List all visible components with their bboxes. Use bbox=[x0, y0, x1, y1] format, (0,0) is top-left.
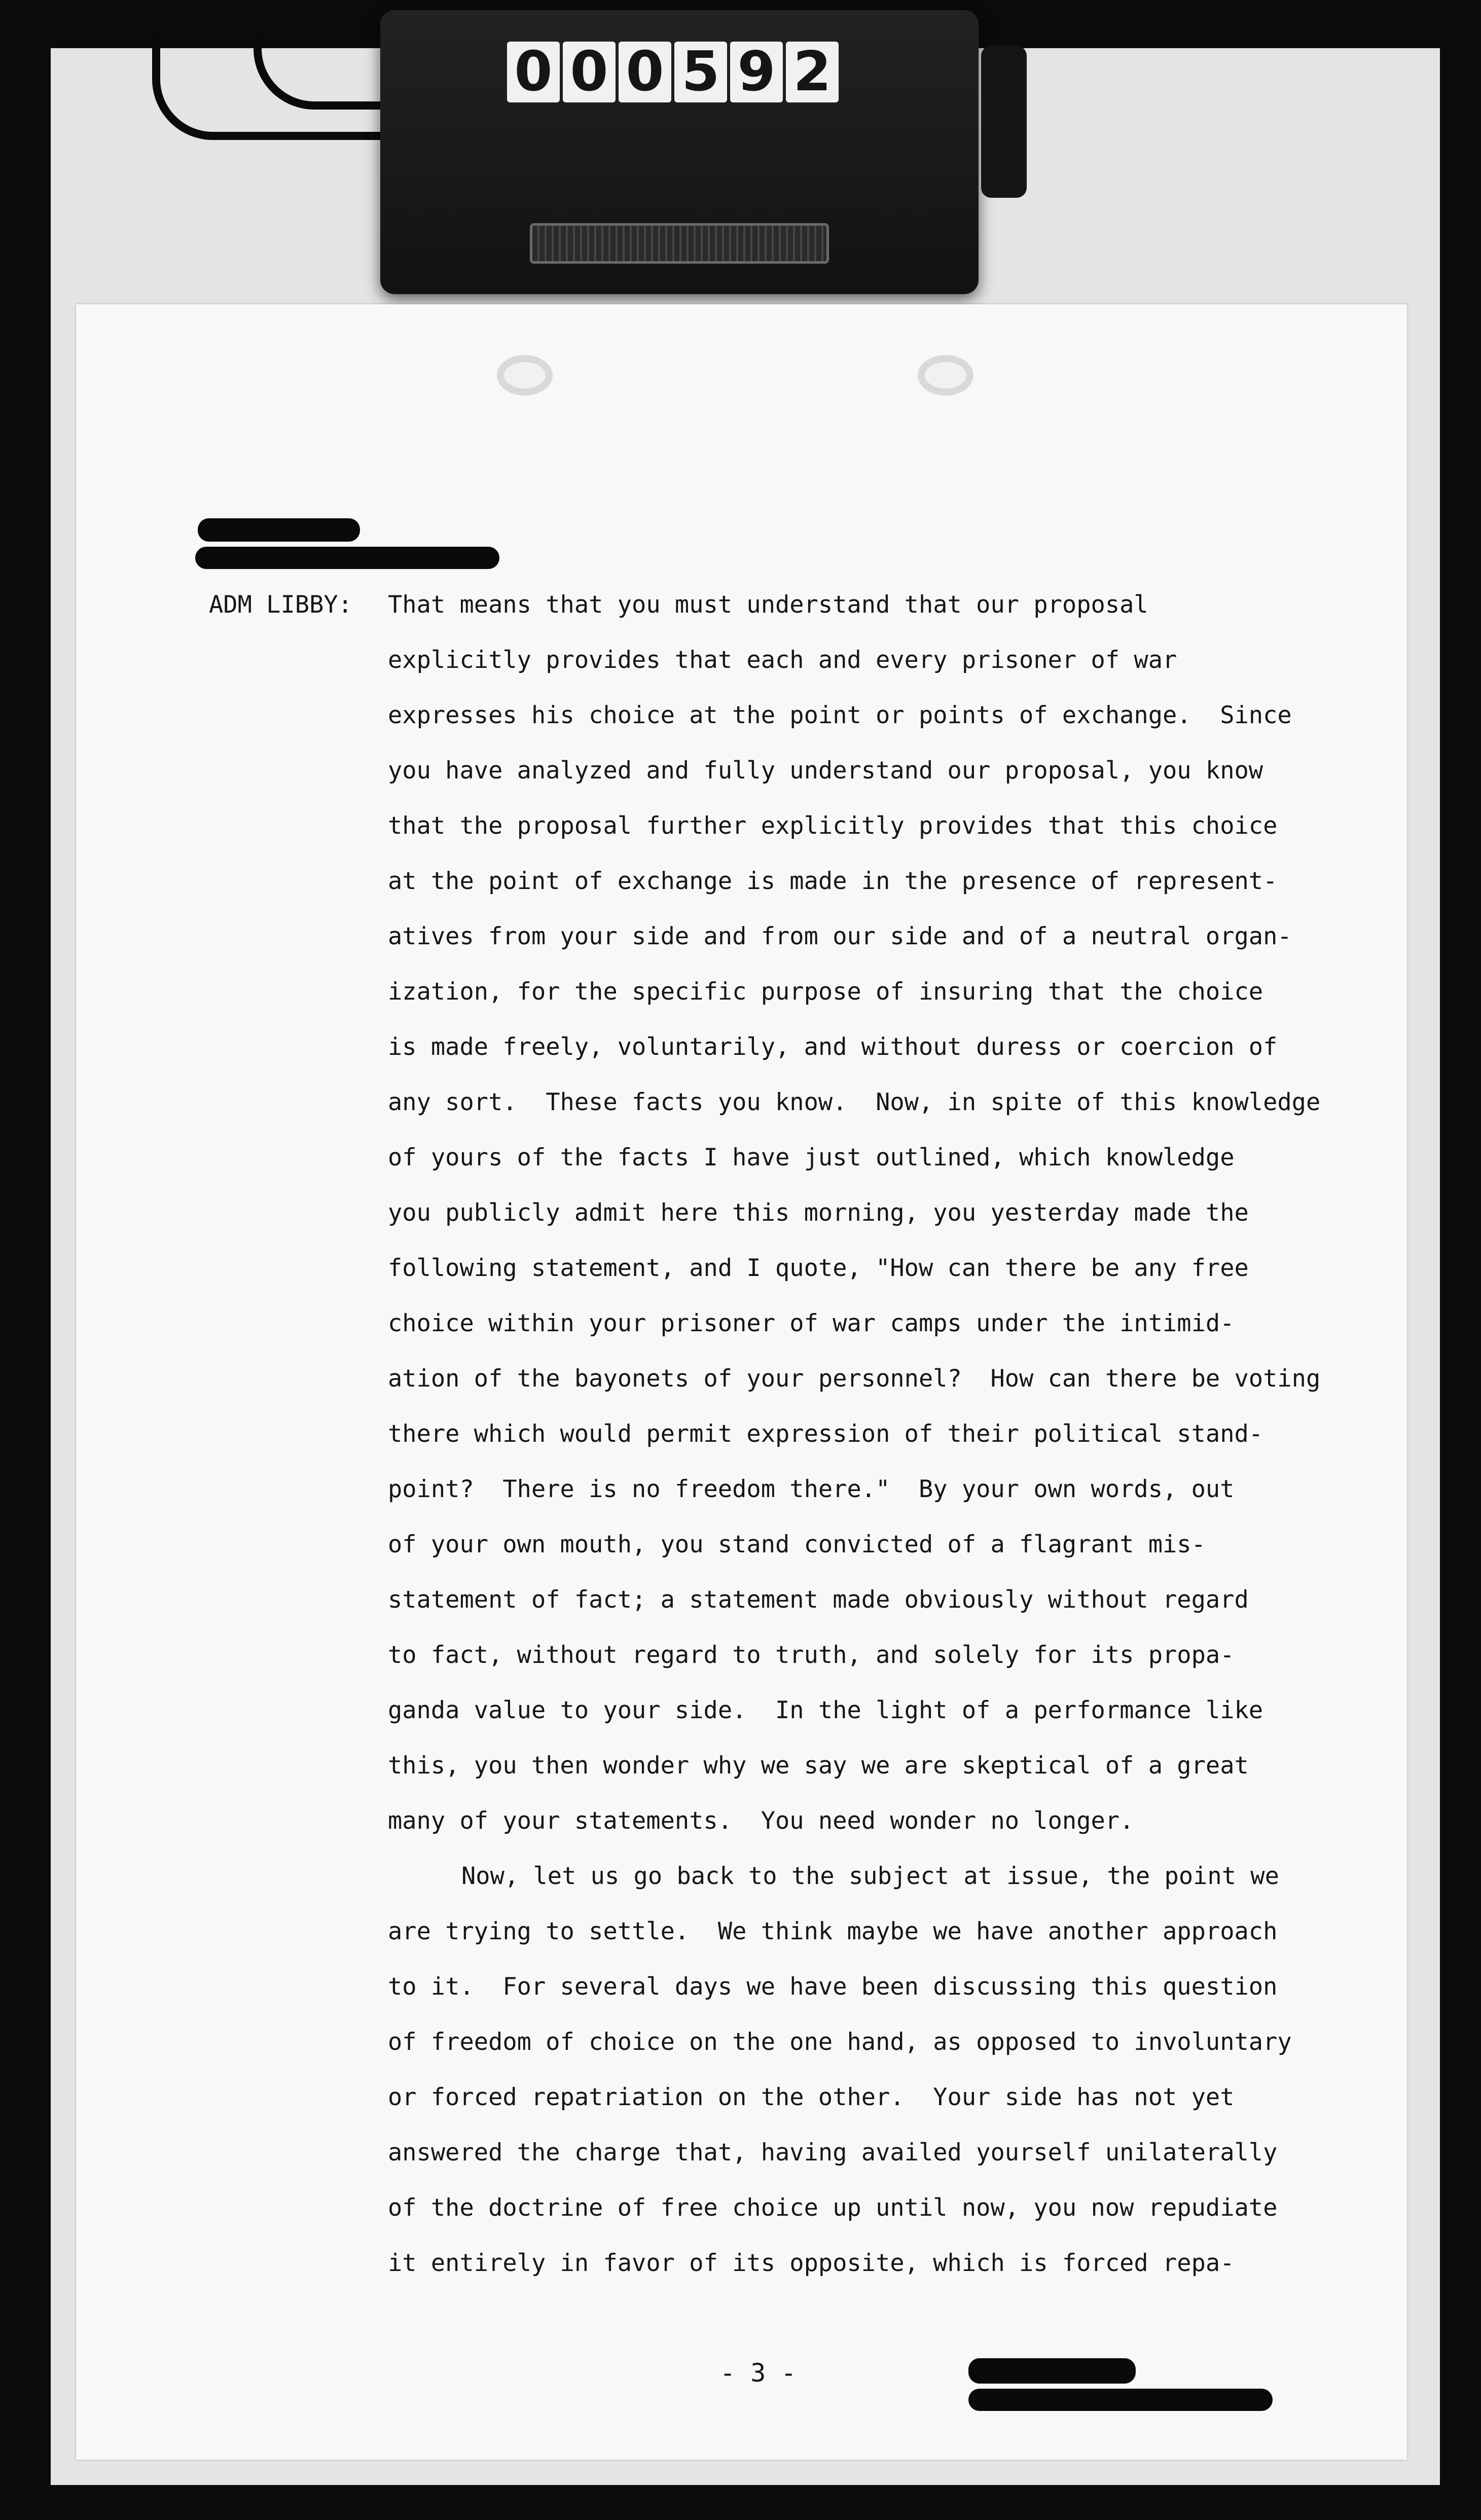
counter-nameplate bbox=[530, 223, 829, 264]
counter-digit: 2 bbox=[786, 42, 839, 102]
text-line: atives from your side and from our side and of a neutral organ- bbox=[388, 922, 1292, 950]
document-page bbox=[76, 304, 1407, 2460]
frame-counter bbox=[507, 42, 839, 102]
redaction-bar bbox=[968, 2358, 1136, 2384]
text-line: any sort. These facts you know. Now, in spite of this knowledge bbox=[388, 1088, 1321, 1116]
counter-digit: 9 bbox=[730, 42, 783, 102]
text-line: explicitly provides that each and every prisoner of war bbox=[388, 646, 1177, 674]
text-line: this, you then wonder why we say we are skeptical of a great bbox=[388, 1752, 1249, 1780]
text-line: Now, let us go back to the subject at issue, the point we bbox=[461, 1862, 1279, 1890]
text-line: at the point of exchange is made in the presence of represent- bbox=[388, 867, 1278, 895]
page-number: - 3 - bbox=[720, 2358, 797, 2388]
text-line: you have analyzed and fully understand our proposal, you know bbox=[388, 757, 1263, 785]
text-line: ation of the bayonets of your personnel? How can there be voting bbox=[388, 1365, 1321, 1393]
counter-digit: 5 bbox=[674, 42, 727, 102]
text-line: statement of fact; a statement made obviously without regard bbox=[388, 1586, 1249, 1614]
text-line: answered the charge that, having availed yourself unilaterally bbox=[388, 2139, 1278, 2167]
text-line: many of your statements. You need wonder no longer. bbox=[388, 1807, 1134, 1835]
text-line: are trying to settle. We think maybe we have another approach bbox=[388, 1918, 1278, 1945]
text-line: or forced repatriation on the other. Your side has not yet bbox=[388, 2083, 1235, 2111]
punch-hole bbox=[918, 355, 973, 396]
text-line: is made freely, voluntarily, and without duress or coercion of bbox=[388, 1033, 1278, 1061]
text-line: ization, for the specific purpose of insuring that the choice bbox=[388, 978, 1263, 1006]
text-line: to fact, without regard to truth, and solely for its propa- bbox=[388, 1641, 1235, 1669]
redaction-bar bbox=[195, 547, 499, 569]
text-line: That means that you must understand that our proposal bbox=[388, 591, 1148, 619]
text-line: following statement, and I quote, "How can there be any free bbox=[388, 1254, 1249, 1282]
text-line: of the doctrine of free choice up until now, you now repudiate bbox=[388, 2194, 1278, 2222]
text-line: to it. For several days we have been discussing this question bbox=[388, 1973, 1278, 2001]
counter-digit: 0 bbox=[563, 42, 616, 102]
speaker-label: ADM LIBBY: bbox=[209, 591, 352, 619]
redaction-bar bbox=[968, 2389, 1273, 2411]
text-line: ganda value to your side. In the light of a performance like bbox=[388, 1696, 1263, 1724]
text-line: of yours of the facts I have just outlined, which knowledge bbox=[388, 1144, 1235, 1172]
text-line: point? There is no freedom there." By your own words, out bbox=[388, 1475, 1235, 1503]
counter-knob bbox=[981, 46, 1027, 198]
redaction-bar bbox=[198, 518, 360, 542]
text-line: it entirely in favor of its opposite, which is forced repa- bbox=[388, 2249, 1235, 2277]
text-line: choice within your prisoner of war camps under the intimid- bbox=[388, 1309, 1235, 1337]
counter-digit: 0 bbox=[619, 42, 671, 102]
counter-digit: 0 bbox=[507, 42, 560, 102]
text-line: of freedom of choice on the one hand, as opposed to involuntary bbox=[388, 2028, 1292, 2056]
text-line: expresses his choice at the point or points of exchange. Since bbox=[388, 701, 1292, 729]
text-line: of your own mouth, you stand convicted of a flagrant mis- bbox=[388, 1531, 1206, 1558]
text-line: you publicly admit here this morning, you yesterday made the bbox=[388, 1199, 1249, 1227]
text-line: that the proposal further explicitly provides that this choice bbox=[388, 812, 1278, 840]
text-line: there which would permit expression of their political stand- bbox=[388, 1420, 1263, 1448]
punch-hole bbox=[497, 355, 553, 396]
